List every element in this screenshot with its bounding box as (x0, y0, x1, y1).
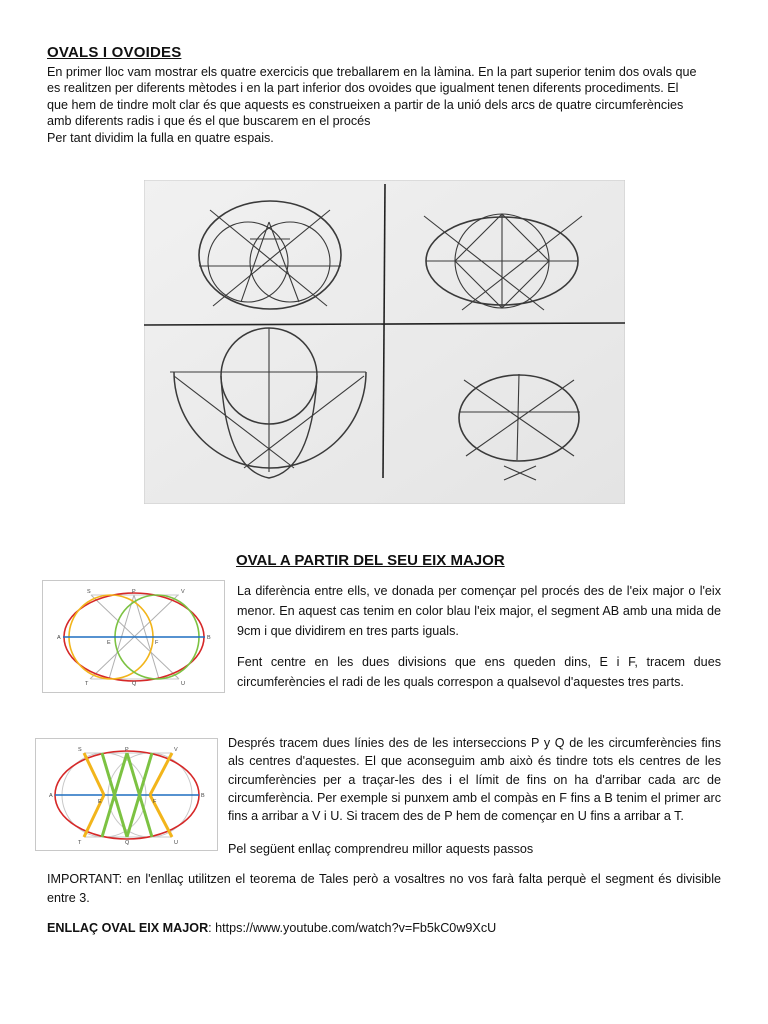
paragraph-link-intro: Pel següent enllaç comprendreu millor aquests passos (228, 842, 534, 856)
intro-paragraph (47, 64, 721, 146)
intro-line: que hem de tindre molt clar és que aquests es construeixen a partir de la unió dels arcs de quatre circumferències (47, 97, 684, 112)
label-a: A (49, 793, 53, 799)
video-link-label: ENLLAÇ OVAL EIX MAJOR (47, 921, 209, 935)
label-t: T (78, 840, 82, 846)
section-title-ovals: OVALS I OVOIDES (47, 44, 182, 61)
paragraph-centres-e-f: Fent centre en les dues divisions que ens queden dins, E i F, tracem dues circumferències el radi de les quals correspon a qualsevol d'aquestes tres parts. (237, 655, 721, 689)
label-b: B (201, 793, 205, 799)
label-v: V (181, 589, 185, 595)
label-f: F (153, 799, 157, 805)
intro-line: amb diferents radis i que és el que buscarem en el procés (47, 114, 371, 129)
intro-line: En primer lloc vam mostrar els quatre exercicis que treballarem en la làmina. En la part superior tenim dos ovals que (47, 65, 697, 79)
exercise-sheet-drawing (144, 180, 625, 504)
oval-diagram-lines (35, 738, 218, 851)
label-v: V (174, 747, 178, 753)
label-u: U (174, 840, 178, 846)
label-f: F (155, 640, 159, 646)
intro-line: es realitzen per diferents mètodes i en la part inferior dos ovoides que igualment tenen diferents procediments. El (47, 81, 679, 96)
video-link-separator: : (208, 921, 216, 935)
oval-circles-drawing (43, 581, 224, 692)
label-b: B (207, 635, 211, 641)
label-t: T (85, 681, 89, 687)
video-link-url[interactable]: https://www.youtube.com/watch?v=Fb5kC0w9XcU (215, 921, 497, 935)
label-p: P (125, 747, 129, 753)
paragraph-intersections: Després tracem dues línies des de les interseccions P y Q de les circumferències fins als centres d'aquestes. El que aconseguim amb això és tindre tots els centres de les circumferències per a traçar-les des i el límit de fins on ha d'arribar cada arc de circumferència. Per exemple si punxem amb el compàs en F fins a B tenim el primer arc fins a arribar a V i U. Si tracem des de P hem de començar en U fins a arribar a T. (228, 736, 721, 824)
label-p: P (132, 589, 136, 595)
exercise-sheet-photo (144, 180, 625, 504)
label-q: Q (132, 681, 137, 687)
video-link-line (47, 920, 721, 936)
label-u: U (181, 681, 185, 687)
label-e: E (98, 799, 102, 805)
paragraph-difference: La diferència entre ells, ve donada per començar pel procés des de l'eix major o l'eix menor. En aquest cas tenim en color blau l'eix major, el segment AB amb una mida de 9cm i que dividirem en tres parts iguals. (237, 584, 721, 638)
section-title-oval-eix-major: OVAL A PARTIR DEL SEU EIX MAJOR (236, 552, 505, 569)
oval-diagram-circles (42, 580, 225, 693)
oval-lines-drawing (36, 739, 217, 850)
label-s: S (78, 747, 82, 753)
important-note: IMPORTANT: en l'enllaç utilitzen el teorema de Tales però a vosaltres no vos farà falta perquè el segment és divisible entre 3. (47, 872, 721, 905)
label-e: E (107, 640, 111, 646)
intro-line: Per tant dividim la fulla en quatre espais. (47, 130, 274, 145)
label-q: Q (125, 840, 130, 846)
label-a: A (57, 635, 61, 641)
label-s: S (87, 589, 91, 595)
